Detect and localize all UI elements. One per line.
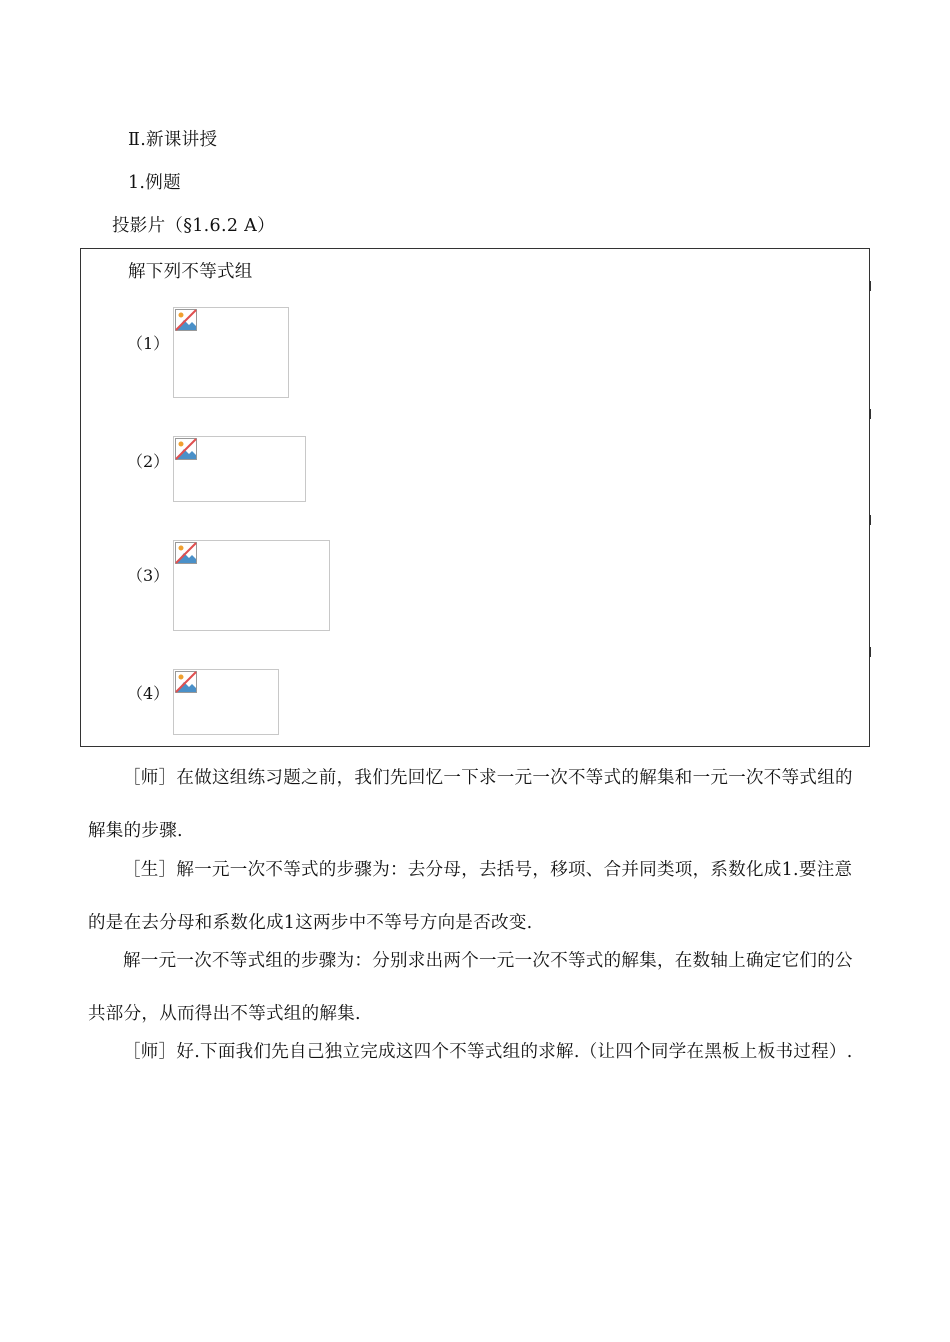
exercise-box — [80, 248, 870, 747]
formula-image-2 — [173, 436, 306, 502]
formula-image-4 — [173, 669, 279, 735]
paragraph-teacher-1: ［师］在做这组练习题之前，我们先回忆一下求一元一次不等式的解集和一元一次不等式组的解集的步骤. — [88, 768, 853, 841]
frame-tick — [869, 515, 871, 525]
broken-image-icon — [175, 671, 197, 693]
broken-image-icon — [175, 542, 197, 564]
exercise-title: 解下列不等式组 — [128, 262, 253, 282]
broken-image-icon — [175, 438, 197, 460]
frame-tick — [869, 281, 871, 291]
item-label-2: （2） — [127, 452, 170, 471]
formula-image-1 — [173, 307, 289, 398]
section-heading: Ⅱ.新课讲授 — [128, 130, 218, 150]
item-label-1: （1） — [127, 334, 170, 353]
paragraph-student-2: 解一元一次不等式组的步骤为：分别求出两个一元一次不等式的解集，在数轴上确定它们的公共部分，从而得出不等式组的解集. — [88, 951, 853, 1024]
broken-image-icon — [175, 309, 197, 331]
paragraph-teacher-2: ［师］好.下面我们先自己独立完成这四个不等式组的求解.（让四个同学在黑板上板书过程）. — [123, 1042, 853, 1062]
paragraph-student-1: ［生］解一元一次不等式的步骤为：去分母，去括号，移项、合并同类项，系数化成1.要注意的是在去分母和系数化成1这两步中不等号方向是否改变. — [88, 860, 853, 933]
item-label-3: （3） — [127, 566, 170, 585]
frame-tick — [869, 647, 871, 657]
formula-image-3 — [173, 540, 330, 631]
projection-label: 投影片（§1.6.2 A） — [112, 216, 275, 236]
item-label-4: （4） — [127, 684, 170, 703]
example-heading: 1.例题 — [128, 173, 181, 193]
frame-tick — [869, 409, 871, 419]
